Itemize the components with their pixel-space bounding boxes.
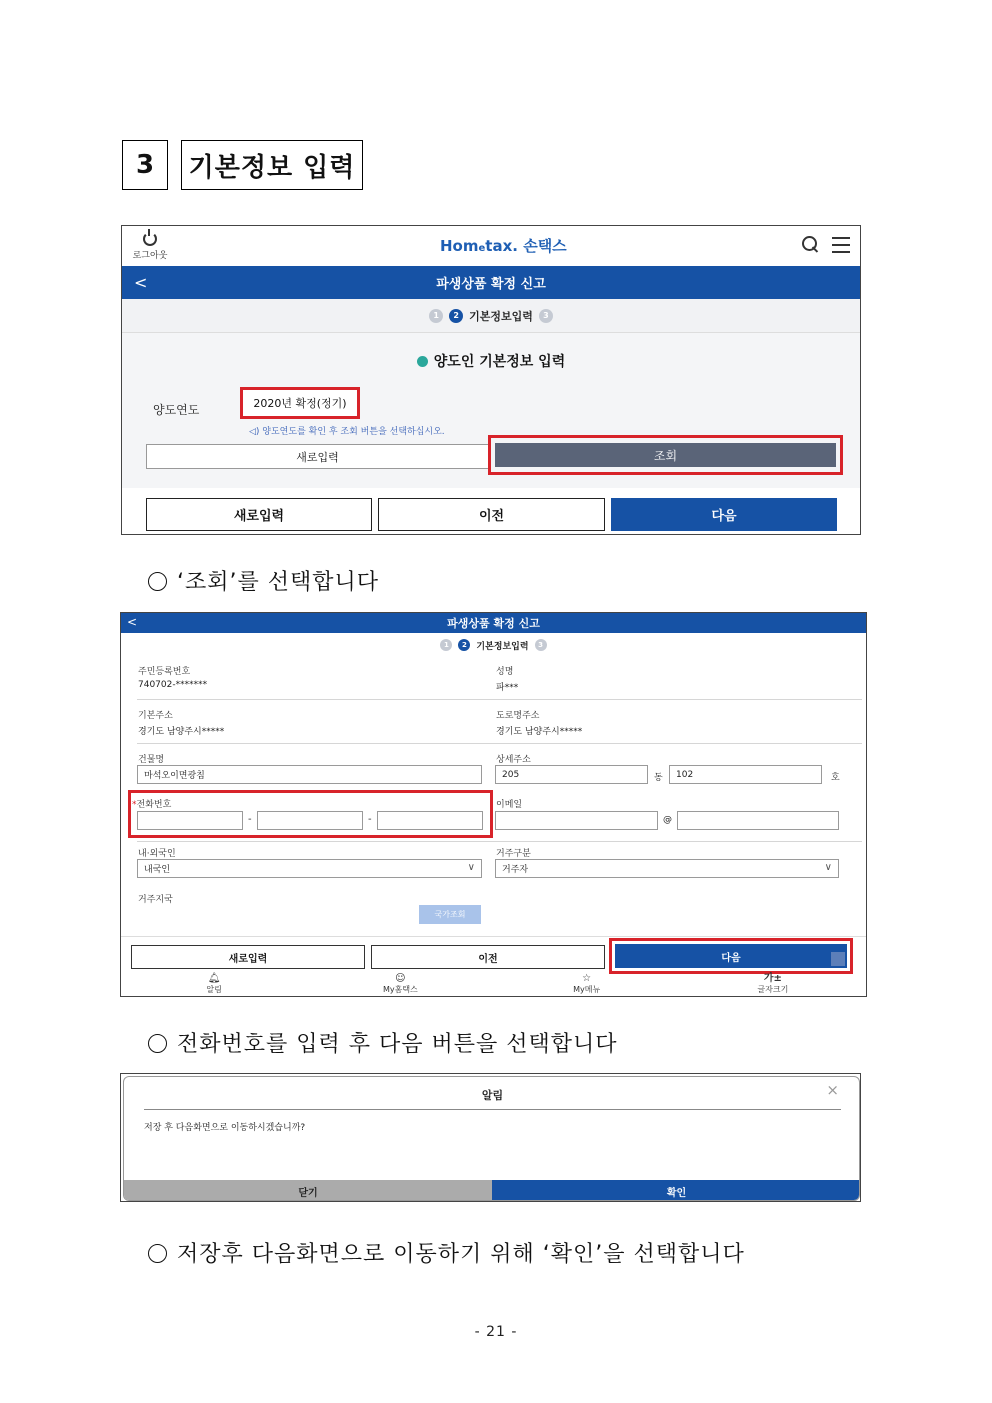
logo-tax: tax. (485, 237, 518, 255)
transfer-year-note: ◁) 양도연도를 확인 후 조회 버튼을 선택하십시오. (249, 427, 445, 437)
logo-text: Hom (440, 237, 479, 255)
building-label: 건물명 (138, 755, 165, 765)
caption-2-text: 전화번호를 입력 후 다음 버튼을 선택합니다 (177, 1032, 618, 1057)
new-input-inline-button[interactable]: 새로입력 (146, 444, 489, 469)
header-icons (802, 236, 850, 254)
rrn-label: 주민등록번호 (138, 667, 191, 677)
tab-label: My메뉴 (573, 985, 601, 994)
dong-unit: 동 (654, 773, 663, 783)
divider (137, 699, 862, 700)
road-address-label: 도로명주소 (496, 711, 540, 721)
footer-buttons (122, 488, 860, 534)
section-number: 3 (122, 140, 168, 190)
dialog-close-button[interactable]: 닫기 (124, 1180, 492, 1201)
step-2-label: 기본정보입력 (476, 641, 529, 652)
form-heading-text: 양도인 기본정보 입력 (433, 354, 566, 370)
bell-icon: 🔔︎ (207, 973, 221, 984)
prev-button[interactable]: 이전 (371, 945, 605, 969)
prev-button[interactable]: 이전 (378, 498, 605, 531)
close-icon[interactable]: × (826, 1081, 839, 1099)
next-button[interactable] (615, 944, 847, 968)
step-indicator (121, 633, 866, 657)
next-button-label: 다음 (721, 952, 741, 964)
step-3-dot: 3 (535, 639, 547, 651)
email-domain-input[interactable] (677, 811, 839, 830)
alert-dialog (123, 1076, 860, 1201)
step-1-dot: 1 (429, 309, 443, 323)
new-input-button[interactable]: 새로입력 (146, 498, 372, 531)
dialog-message: 저장 후 다음화면으로 이동하시겠습니까? (144, 1123, 306, 1133)
residence-label: 거주구분 (496, 849, 531, 859)
caption-1 (148, 565, 379, 596)
new-input-button[interactable]: 새로입력 (131, 945, 365, 969)
tab-my-hometax[interactable] (307, 974, 493, 996)
footer (121, 936, 866, 996)
email-label: 이메일 (496, 800, 523, 810)
ho-unit: 호 (831, 773, 840, 783)
phone-part-1-input[interactable] (137, 811, 243, 830)
email-id-input[interactable] (495, 811, 658, 830)
caption-1-text: ‘조회’를 선택합니다 (177, 570, 379, 595)
next-button-highlight (609, 938, 853, 974)
screenshot-confirm-dialog (120, 1073, 861, 1202)
form-body (122, 333, 860, 488)
title-bar (121, 613, 866, 633)
search-icon[interactable] (802, 236, 820, 254)
title-bar (122, 266, 860, 299)
logout-label: 로그아웃 (132, 251, 168, 261)
phone-separator: - (368, 814, 372, 825)
section-title: 기본정보 입력 (181, 140, 363, 190)
residence-select[interactable]: 거주자 ∨ (495, 859, 839, 878)
dialog-title: 알림 (481, 1089, 504, 1102)
back-icon[interactable]: < (127, 615, 138, 629)
building-input[interactable]: 마석오이면광침 (137, 765, 482, 784)
page-title: 파생상품 확정 신고 (447, 617, 540, 630)
query-button-highlight (488, 435, 843, 475)
logo-e: e (478, 243, 486, 254)
country-label: 거주지국 (138, 895, 173, 905)
nationality-label: 내·외국인 (138, 849, 176, 859)
road-address-value: 경기도 남양주시***** (496, 727, 583, 737)
tab-notifications[interactable] (121, 974, 307, 996)
ho-input[interactable]: 102 (669, 765, 822, 784)
transfer-year-label: 양도연도 (153, 403, 200, 417)
app-header (122, 226, 860, 266)
menu-icon[interactable] (832, 237, 850, 253)
step-2-dot: 2 (449, 309, 463, 323)
phone-label-text: 전화번호 (136, 800, 172, 810)
logo-brand: 손택스 (523, 237, 567, 255)
address-label: 기본주소 (138, 711, 173, 721)
country-lookup-button[interactable]: 국가조회 (419, 905, 481, 924)
step-2-dot: 2 (458, 639, 470, 651)
address-value: 경기도 남양주시***** (138, 727, 225, 737)
required-mark: * (132, 800, 137, 810)
tab-text-size[interactable] (680, 974, 866, 996)
query-button[interactable]: 조회 (495, 443, 836, 467)
dong-input[interactable]: 205 (495, 765, 648, 784)
power-icon (143, 232, 157, 246)
circle-bullet-icon (148, 572, 167, 591)
logout-button[interactable] (130, 232, 170, 261)
screenshot-basic-info-query (121, 225, 861, 535)
page-number: - 21 - (474, 1324, 518, 1340)
back-icon[interactable]: < (134, 273, 148, 292)
caption-3 (148, 1237, 745, 1268)
caption-2 (148, 1027, 618, 1058)
divider (137, 841, 862, 842)
text-size-icon: 가± (763, 973, 782, 984)
page-title: 파생상품 확정 신고 (436, 277, 546, 292)
rrn-value: 740702-******* (138, 680, 208, 690)
step-1-dot: 1 (440, 639, 452, 651)
caption-3-text: 저장후 다음화면으로 이동하기 위해 ‘확인’을 선택합니다 (177, 1242, 745, 1267)
email-at: @ (663, 815, 672, 825)
divider (144, 1109, 841, 1110)
tab-label: 알림 (206, 985, 222, 994)
tab-my-menu[interactable] (494, 974, 680, 996)
dialog-ok-button[interactable]: 확인 (492, 1180, 860, 1201)
user-icon: ☺︎ (395, 973, 406, 984)
phone-part-2-input[interactable] (257, 811, 363, 830)
bottom-tab-bar (121, 974, 866, 996)
detail-address-label: 상세주소 (496, 755, 531, 765)
phone-separator: - (248, 814, 252, 825)
tab-label: My홈택스 (382, 985, 418, 994)
hometax-logo[interactable] (440, 235, 567, 256)
next-button[interactable]: 다음 (611, 498, 837, 531)
bullet-icon (417, 356, 428, 367)
tab-label: 글자크기 (757, 985, 789, 994)
form-heading (122, 351, 860, 371)
name-value: 파*** (496, 683, 519, 693)
divider (137, 743, 862, 744)
scroll-handle (831, 952, 845, 966)
step-2-label: 기본정보입력 (469, 309, 533, 323)
circle-bullet-icon (148, 1244, 167, 1263)
phone-part-3-input[interactable] (377, 811, 483, 830)
step-indicator (122, 299, 860, 333)
nationality-select[interactable]: 내국인 ∨ (137, 859, 482, 878)
star-icon: ☆ (582, 973, 592, 984)
name-label: 성명 (496, 667, 514, 677)
phone-label (132, 797, 171, 810)
screenshot-basic-info-form (120, 612, 867, 997)
transfer-year-select[interactable]: 2020년 확정(정기) (240, 387, 360, 419)
circle-bullet-icon (148, 1034, 167, 1053)
step-3-dot: 3 (539, 309, 553, 323)
